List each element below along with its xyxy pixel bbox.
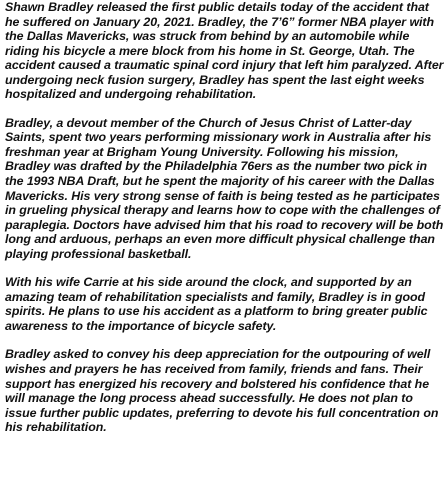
paragraph-accident-details: Shawn Bradley released the first public details today of the accident that he suffered on January 20, 2021. Bradley, the 7’6” former NBA player with the Dallas Mavericks, was struck from behind by an automobile while riding his bicycle a mere block from his home in St. George, Utah. The accident caused a traumatic spinal cord injury that left him paralyzed. After undergoing neck fusion surgery, Bradley has spent the last eight weeks hospitalized and undergoing rehabilitation. xyxy=(5,0,444,102)
paragraph-support: With his wife Carrie at his side around the clock, and supported by an amazing team of rehabilitation specialists and family, Bradley is in good spirits. He plans to use his accident as a platform to bring greater public awareness to the importance of bicycle safety. xyxy=(5,275,428,333)
paragraph-background: Bradley, a devout member of the Church of Jesus Christ of Latter-day Saints, spent two years performing missionary work in Australia after his freshman year at Brigham Young University. Following his mission, Bradley was drafted by the Philadelphia 76ers as the number two pick in the 1993 NBA Draft, but he spent the majority of his career with the Dallas Mavericks. His very strong sense of faith is being tested as he participates in grueling physical therapy and learns how to cope with the challenges of paraplegia. Doctors have advised him that his road to recovery will be both long and arduous, perhaps an even more difficult physical challenge than playing professional basketball. xyxy=(5,115,444,261)
statement-document xyxy=(5,0,445,449)
paragraph-appreciation: Bradley asked to convey his deep appreciation for the outpouring of well wishes and prayers he has received from family, friends and fans. Their support has energized his recovery and bolstered his confidence that he will manage the long process ahead successfully. He does not plan to issue further public updates, preferring to devote his full concentration on his rehabilitation. xyxy=(5,347,439,435)
